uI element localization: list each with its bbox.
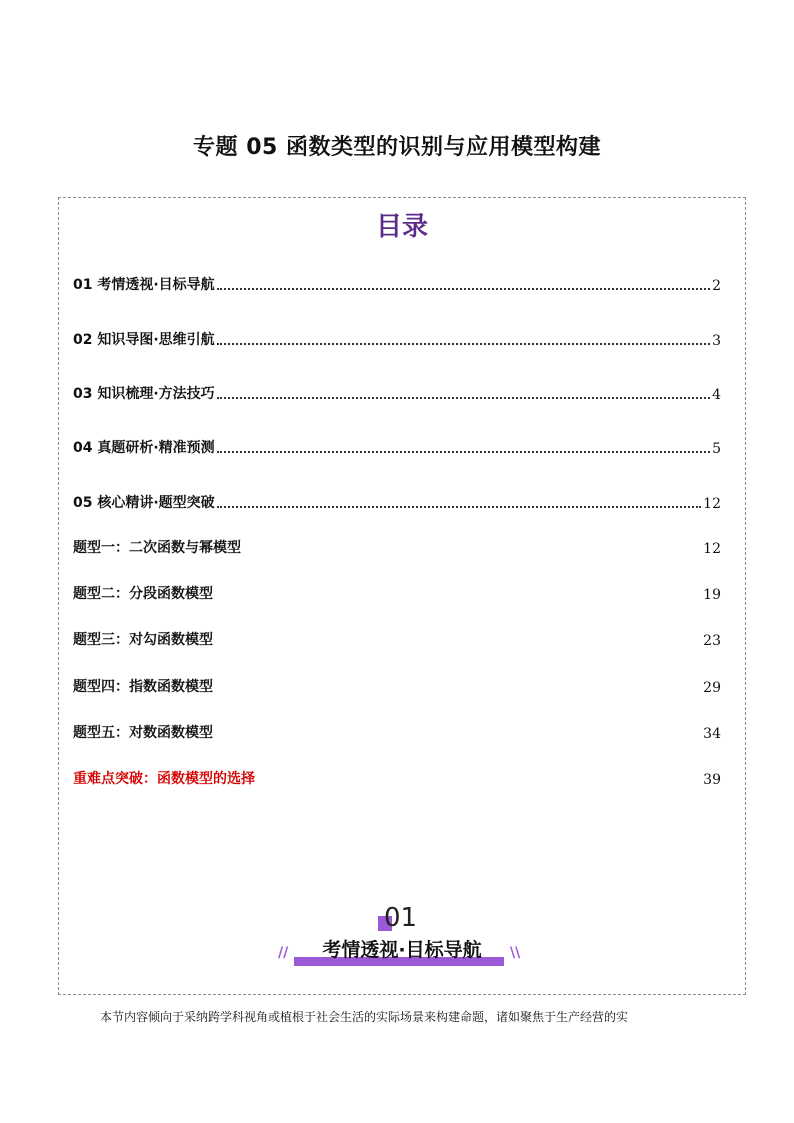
toc-entry-type-5[interactable]: [73, 720, 721, 742]
toc-entry-page: 5: [712, 441, 721, 457]
toc-entry-02[interactable]: [73, 327, 721, 349]
toc-entry-label: 重难点突破：函数模型的选择: [73, 771, 255, 787]
toc-entry-page: 12: [703, 541, 721, 557]
toc-entry-label: 题型一：二次函数与幂模型: [73, 540, 241, 556]
toc-leader-dots: [217, 505, 701, 508]
body-paragraph: 本节内容倾向于采纳跨学科视角或植根于社会生活的实际场景来构建命题，诸如聚焦于生产经营的实: [100, 1010, 629, 1024]
toc-entry-label: 题型二：分段函数模型: [73, 586, 213, 602]
toc-entry-type-2[interactable]: [73, 581, 721, 603]
toc-entry-label: 题型三：对勾函数模型: [73, 632, 213, 648]
toc-entry-label: 04 真题研析·精准预测: [73, 440, 215, 456]
toc-entry-page: 23: [703, 633, 721, 649]
toc-entry-label: 01 考情透视·目标导航: [73, 277, 215, 293]
toc-entry-01[interactable]: [73, 272, 721, 294]
toc-entry-label: 02 知识导图·思维引航: [73, 332, 215, 348]
toc-entry-label: 题型五：对数函数模型: [73, 725, 213, 741]
toc-entry-type-4[interactable]: [73, 674, 721, 696]
toc-entry-page: 3: [712, 333, 721, 349]
toc-entry-label: 题型四：指数函数模型: [73, 679, 213, 695]
toc-entry-04[interactable]: [73, 435, 721, 457]
toc-leader-dots: [217, 287, 710, 290]
toc-entry-label: 03 知识梳理·方法技巧: [73, 386, 215, 402]
toc-entry-page: 12: [703, 496, 721, 512]
toc-entry-type-1[interactable]: [73, 535, 721, 557]
toc-entry-05[interactable]: [73, 490, 721, 512]
toc-leader-dots: [217, 450, 710, 453]
toc-entry-page: 4: [712, 387, 721, 403]
section-label: 考情透视·目标导航: [322, 939, 482, 961]
table-of-contents: [58, 197, 746, 995]
toc-entry-type-3[interactable]: [73, 627, 721, 649]
toc-leader-dots: [217, 342, 710, 345]
toc-entry-label: 05 核心精讲·题型突破: [73, 495, 215, 511]
document-title: 专题 05 函数类型的识别与应用模型构建: [193, 135, 601, 160]
slash-right-decoration: \\: [510, 945, 521, 961]
section-badge: [274, 898, 534, 978]
toc-entry-page: 19: [703, 587, 721, 603]
toc-entry-03[interactable]: [73, 381, 721, 403]
section-number: 01: [384, 903, 418, 933]
toc-heading: 目录: [375, 212, 428, 242]
toc-entry-page: 29: [703, 680, 721, 696]
toc-entry-page: 2: [712, 278, 721, 294]
toc-leader-dots: [217, 396, 710, 399]
slash-left-decoration: //: [278, 945, 289, 961]
toc-entry-page: 34: [703, 726, 721, 742]
toc-entry-page: 39: [703, 772, 721, 788]
toc-entry-key-difficulty[interactable]: [73, 766, 721, 788]
